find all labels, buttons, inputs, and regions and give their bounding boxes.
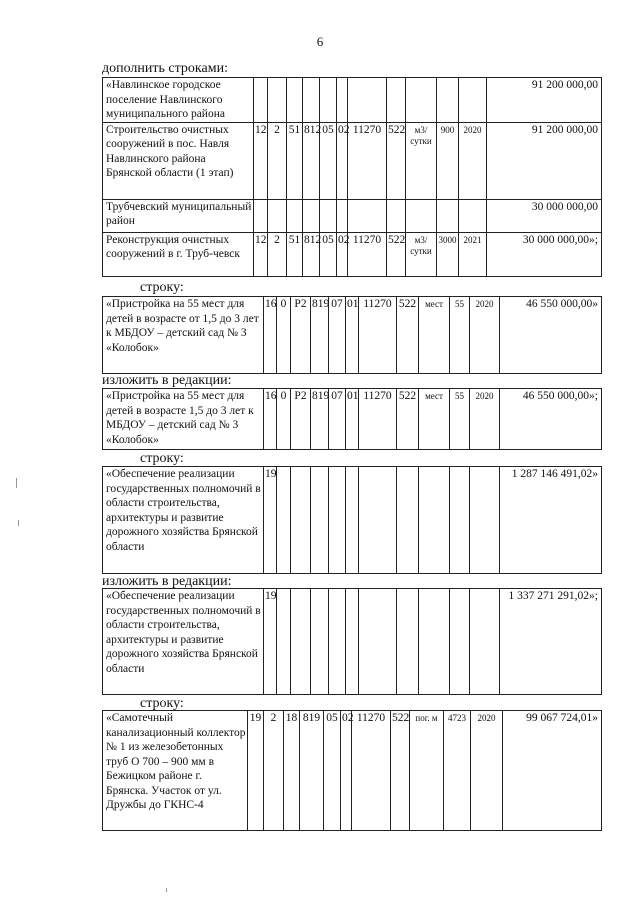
- table-row: [103, 389, 602, 450]
- code-cell: 522: [397, 389, 419, 450]
- code-cell: 18: [284, 711, 300, 831]
- table-row: [103, 78, 602, 123]
- row-name: Трубчевский муниципальный район: [103, 199, 254, 232]
- code-cell: 11270: [359, 389, 397, 450]
- unit-cell: мест: [419, 297, 450, 374]
- row-name: «Навлинское городское поселение Навлинского муниципального района: [103, 78, 254, 123]
- row-name: «Обеспечение реализации государственных полномочий в области строительства, архитектуры и развитие дорожного хозяйства Брянской области: [103, 589, 264, 695]
- code-cell: 07: [329, 389, 346, 450]
- quantity-cell: 4723: [444, 711, 471, 831]
- scan-mark: [18, 520, 19, 526]
- code-cell: 2: [264, 711, 284, 831]
- table-row: [103, 232, 602, 276]
- code-cell: 819: [311, 389, 329, 450]
- row-name: Строительство очистных сооружений в пос. Навля Навлинского района Брянской области (1 этап): [103, 122, 254, 199]
- row-amount: 99 067 724,01»: [503, 711, 602, 831]
- code-cell: 11270: [348, 232, 387, 276]
- table-new-row-construction-powers: [102, 588, 602, 695]
- table-old-row-construction-powers: [102, 466, 602, 574]
- quantity-cell: 900: [437, 122, 459, 199]
- code-cell: 522: [387, 232, 406, 276]
- page-number: 6: [316, 34, 324, 49]
- table-row: [103, 297, 602, 374]
- unit-cell: пог. м: [410, 711, 444, 831]
- code-cell: 07: [329, 297, 346, 374]
- code-cell: 812: [303, 122, 320, 199]
- row-name: «Самотечный канализационный коллектор № 1 из железобетонных труб О 700 – 900 мм в Бежицком районе г. Брянска. Участок от ул. Дружбы до ГКНС-4: [103, 711, 248, 831]
- quantity-cell: 55: [450, 389, 470, 450]
- table-row: [103, 467, 602, 574]
- row-name: Реконструкция очистных сооружений в г. Труб-чевск: [103, 232, 254, 276]
- year-cell: 2020: [471, 711, 503, 831]
- row-amount: 91 200 000,00: [487, 78, 602, 123]
- table-old-row-kindergarten: [102, 296, 602, 374]
- caption-row: строку:: [140, 280, 184, 295]
- code-cell: 522: [391, 711, 410, 831]
- unit-cell: м3/ сутки: [406, 232, 437, 276]
- code-cell: 01: [346, 389, 359, 450]
- caption-new-edition: изложить в редакции:: [102, 373, 232, 388]
- caption-supplement-rows: дополнить строками:: [102, 61, 228, 76]
- row-amount: 1 337 271 291,02»;: [500, 589, 602, 695]
- year-cell: 2020: [470, 389, 500, 450]
- table-new-row-kindergarten: [102, 388, 602, 450]
- code-cell: 522: [387, 122, 406, 199]
- row-amount: 1 287 146 491,02»: [500, 467, 602, 574]
- unit-cell: м3/ сутки: [406, 122, 437, 199]
- row-amount: 91 200 000,00: [487, 122, 602, 199]
- code-cell: 02: [341, 711, 352, 831]
- quantity-cell: 55: [450, 297, 470, 374]
- code-cell: 11270: [352, 711, 391, 831]
- code-cell: 05: [320, 232, 337, 276]
- table-row: [103, 589, 602, 695]
- year-cell: 2020: [459, 122, 487, 199]
- code-cell: 19: [248, 711, 264, 831]
- code-cell: 01: [346, 297, 359, 374]
- code-cell: 05: [320, 122, 337, 199]
- table-old-row-sewer-collector: [102, 710, 602, 831]
- row-amount: 46 550 000,00»;: [500, 389, 602, 450]
- row-amount: 30 000 000,00»;: [487, 232, 602, 276]
- year-cell: 2021: [459, 232, 487, 276]
- code-cell: 0: [277, 389, 291, 450]
- code-cell: 02: [337, 232, 348, 276]
- row-name: «Пристройка на 55 мест для детей в возрасте 1,5 до 3 лет к МБДОУ – детский сад № 3 «Колобок»: [103, 389, 264, 450]
- row-amount: 30 000 000,00: [487, 199, 602, 232]
- code-cell: 819: [300, 711, 324, 831]
- code-cell: Р2: [291, 389, 311, 450]
- code-cell: 51: [287, 122, 303, 199]
- row-name: «Пристройка на 55 мест для детей в возрасте от 1,5 до 3 лет к МБДОУ – детский сад № 3 «Колобок»: [103, 297, 264, 374]
- quantity-cell: 3000: [437, 232, 459, 276]
- table-supplement-rows: [102, 77, 602, 277]
- code-cell: 16: [264, 389, 277, 450]
- code-cell: 11270: [359, 297, 397, 374]
- code-cell: 16: [264, 297, 277, 374]
- scan-mark: [166, 888, 167, 892]
- code-cell: 2: [268, 232, 287, 276]
- code-cell: 51: [287, 232, 303, 276]
- row-amount: 46 550 000,00»: [500, 297, 602, 374]
- year-cell: 2020: [470, 297, 500, 374]
- table-row: [103, 122, 602, 199]
- code-cell: 11270: [348, 122, 387, 199]
- table-row: [103, 199, 602, 232]
- caption-new-edition: изложить в редакции:: [102, 574, 232, 589]
- code-cell: Р2: [291, 297, 311, 374]
- scan-mark: [16, 478, 17, 488]
- table-row: [103, 711, 602, 831]
- unit-cell: мест: [419, 389, 450, 450]
- code-cell: 522: [397, 297, 419, 374]
- code-cell: 12: [254, 232, 268, 276]
- code-cell: 812: [303, 232, 320, 276]
- caption-row: строку:: [140, 696, 184, 711]
- code-cell: 2: [268, 122, 287, 199]
- code-cell: 19: [264, 589, 277, 695]
- row-name: «Обеспечение реализации государственных полномочий в области строительства, архитектуры и развитие дорожного хозяйства Брянской области: [103, 467, 264, 574]
- code-cell: 19: [264, 467, 277, 574]
- code-cell: 0: [277, 297, 291, 374]
- code-cell: 819: [311, 297, 329, 374]
- code-cell: 12: [254, 122, 268, 199]
- caption-row: строку:: [140, 451, 184, 466]
- code-cell: 05: [324, 711, 341, 831]
- code-cell: 02: [337, 122, 348, 199]
